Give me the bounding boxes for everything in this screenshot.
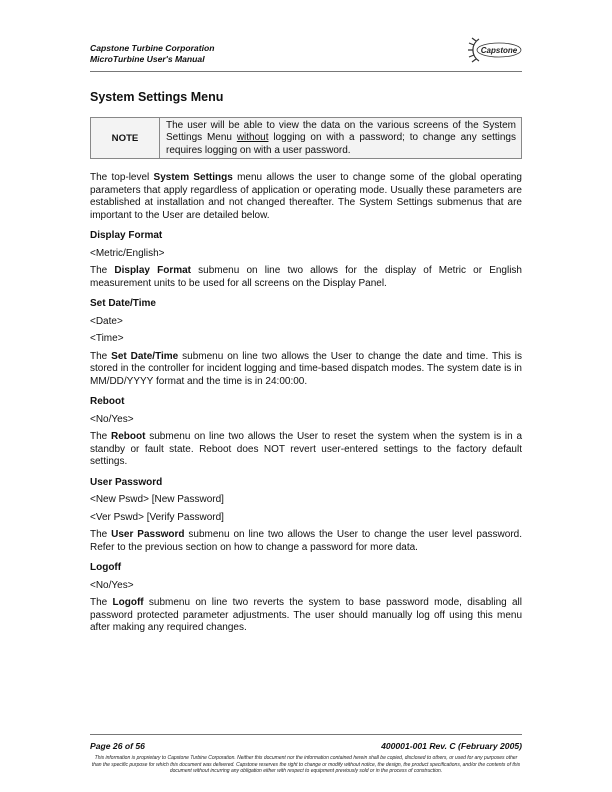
- header-rule: [90, 71, 522, 72]
- logoff-description: The Logoff submenu on line two reverts the system to base password mode, disabling all password protected parameter adjustments. The user should manually log off using this menu after making any required changes.: [90, 597, 523, 633]
- company-name: Capstone Turbine Corporation: [90, 43, 215, 53]
- set-time-option: <Time>: [90, 333, 124, 344]
- logoff-heading: Logoff: [90, 562, 122, 573]
- note-emphasis: without: [236, 132, 269, 144]
- manual-title: MicroTurbine User's Manual: [90, 53, 205, 64]
- logoff-option: <No/Yes>: [90, 579, 134, 591]
- capstone-logo: [467, 35, 525, 65]
- display-format-description: The Display Format submenu on line two allows for the display of Metric or English measurement units to be used for all screens on the Display Panel.: [90, 265, 522, 289]
- set-date-option: <Date>: [90, 315, 123, 327]
- verify-password-option: <Ver Pswd> [Verify Password]: [90, 511, 224, 523]
- display-format-option: <Metric/English>: [90, 247, 165, 259]
- note-label: NOTE: [91, 118, 160, 158]
- set-date-time-heading: Set Date/Time: [90, 298, 156, 309]
- reboot-option: <No/Yes>: [90, 413, 134, 425]
- footer-rule: [90, 734, 522, 735]
- user-password-description: The User Password submenu on line two allows the User to change the user level password. Refer to the previous section on how to change a password for more data.: [90, 529, 522, 553]
- new-password-option: <New Pswd> [New Password]: [90, 494, 224, 505]
- set-date-time-description: The Set Date/Time submenu on line two allows the User to change the date and time. This is stored in the controller for incident logging and time-based dispatch modes. The system date is in MM/DD/YYYY format and the time is in 24:00:00.: [90, 350, 522, 387]
- note-box: [90, 117, 522, 159]
- document-header: [90, 43, 214, 64]
- section-title: System Settings Menu: [90, 90, 224, 104]
- intro-paragraph: The top-level System Settings menu allows the user to change some of the global operating parameters that apply regardless of application or operating mode. Usually these parameters are established at installation and not changed thereafter. The System Settings submenus that are important to the User are detailed below.: [90, 172, 522, 221]
- legal-notice: This information is proprietary to Capstone Turbine Corporation. Neither this document nor the information contained herein shall be copied, disclosed to others, or used for any purposes other than the specific purpose for which this document was delivered. Capstone reserves the right to change or modify without notice, the design, the product specifications, and/or the contents of this document without incurring any obligation either with respect to equipment previously sold or in the process of construction.: [91, 755, 521, 774]
- user-password-heading: User Password: [90, 476, 163, 488]
- document-number: 400001-001 Rev. C (February 2005): [381, 741, 522, 751]
- logo-text: Capstone: [480, 46, 518, 55]
- page-number: Page 26 of 56: [90, 741, 145, 751]
- reboot-description: The Reboot submenu on line two allows the User to reset the system when the system is in a standby or fault state. Reboot does NOT revert user-entered settings to the factory default settings.: [90, 431, 523, 467]
- document-body: [90, 172, 522, 635]
- reboot-heading: Reboot: [90, 396, 125, 407]
- note-text: The user will be able to view the data on the various screens of the System Settings Menu without logging on with a password; to change any settings requires logging on with a user password.: [166, 120, 516, 156]
- display-format-heading: Display Format: [90, 230, 163, 241]
